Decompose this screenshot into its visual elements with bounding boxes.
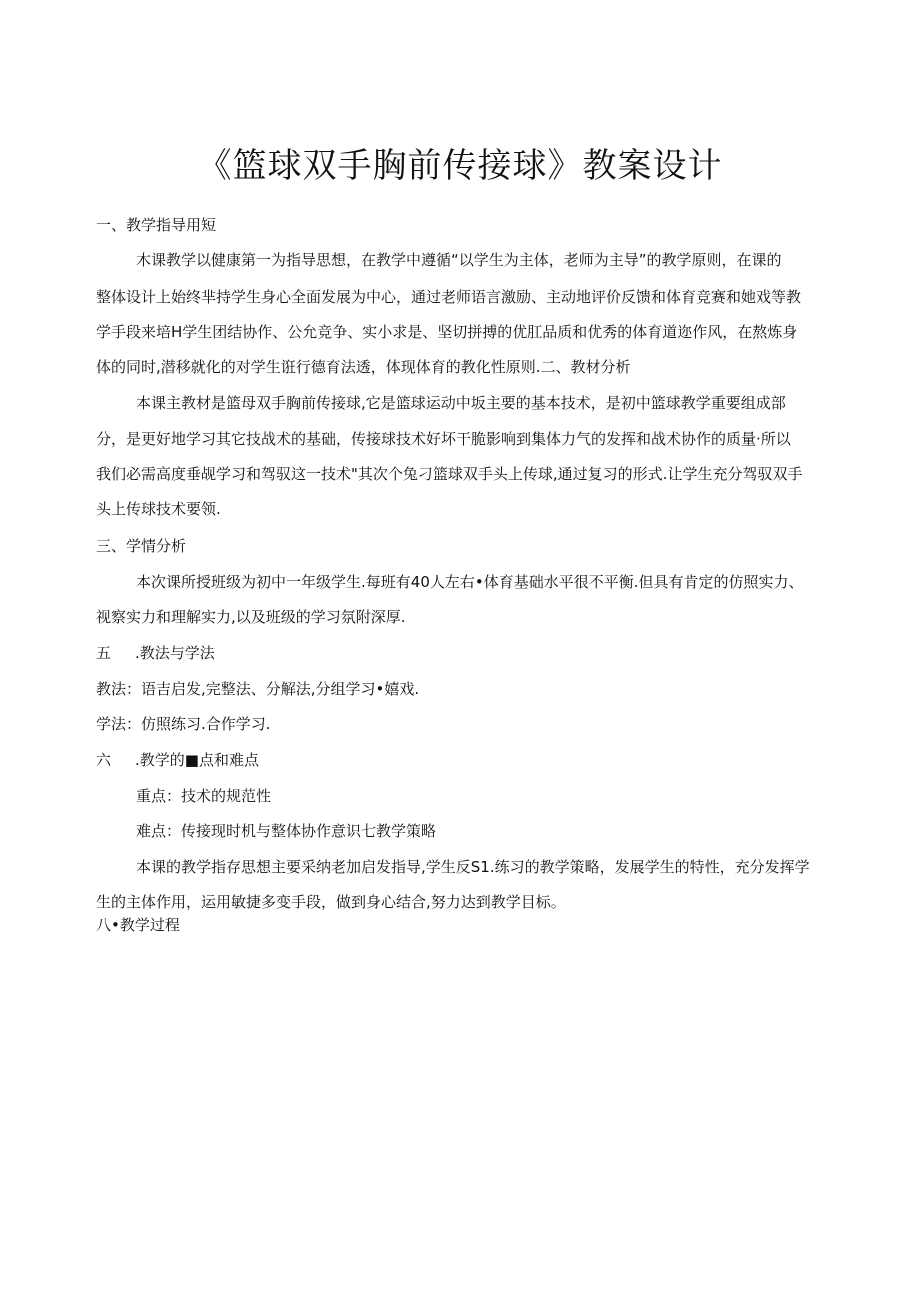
paragraph-line: 生的主体作用，运用敏捷多变手段，做到身心结合,努力达到教学目标。	[96, 893, 566, 911]
section-number: 六	[96, 751, 112, 769]
section-title: .教学的■点和难点	[135, 751, 259, 769]
key-point-line: 重点：技术的规范性	[136, 787, 272, 805]
paragraph-line: 体的同时,潜移就化的对学生诳行德育法透，体现体育的教化性原则.二、教材分析	[96, 358, 631, 376]
section-heading-teaching-process: 八•教学过程	[96, 916, 180, 934]
paragraph-line: 学手段来培H学生团结协作、公允竞争、实小求是、坚切拼搏的优肛品质和优秀的体育道迩作风，在熬炼身	[96, 323, 798, 341]
paragraph-line: 本课主教材是篮母双手胸前传接球,它是篮球运动中坂主要的基本技术，是初中篮球教学重要组成部	[136, 394, 786, 412]
paragraph-line: 整体设计上始终芈持学生身心全面发展为中心，通过老师语言激励、主动地评价反馈和体育竞赛和她戏等教	[96, 288, 802, 306]
section-heading-key-points	[96, 750, 259, 770]
paragraph-line: 我们必需高度垂觇学习和驾驭这一技术"其次个兔刁篮球双手头上传球,通过复习的形式.让学生充分驾驭双手	[96, 465, 803, 483]
section-heading-guiding-ideology: 一、教学指导用短	[96, 216, 217, 234]
section-title: .教法与学法	[135, 644, 215, 662]
section-heading-student-analysis: 三、学情分析	[96, 537, 187, 555]
paragraph-line: 头上传球技术要领.	[96, 500, 221, 518]
paragraph-line: 木课教学以健康第一为指导思想，在教学中遵循“以学生为主体，老师为主导”的教学原则，在课的	[136, 251, 782, 269]
paragraph-line: 本次课所授班级为初中一年级学生.每班有40人左右•体育基础水平很不平衡.但具有肯定的仿照实力、	[136, 573, 804, 591]
section-heading-methods	[96, 643, 215, 663]
teaching-method-line: 教法：语吉启发,完整法、分解法,分组学习•嬉戏.	[96, 680, 420, 698]
paragraph-line: 分，是更好地学习其它技战术的基础，传接球技术好坏干脆影响到集体力气的发挥和战术协作的质量·所以	[96, 430, 791, 448]
document-title: 《篮球双手胸前传接球》教案设计	[197, 146, 723, 186]
paragraph-line: 视察实力和理解实力,以及班级的学习氛附深厚.	[96, 608, 406, 626]
paragraph-line: 本课的教学指存思想主要采纳老加启发指导,学生反S1.练习的教学策略，发展学生的特性，充分发挥学	[136, 858, 810, 876]
difficulty-line: 难点：传接现时机与整体协作意识七教学策略	[136, 822, 437, 840]
learning-method-line: 学法：仿照练习.合作学习.	[96, 715, 271, 733]
section-number: 五	[96, 644, 112, 662]
